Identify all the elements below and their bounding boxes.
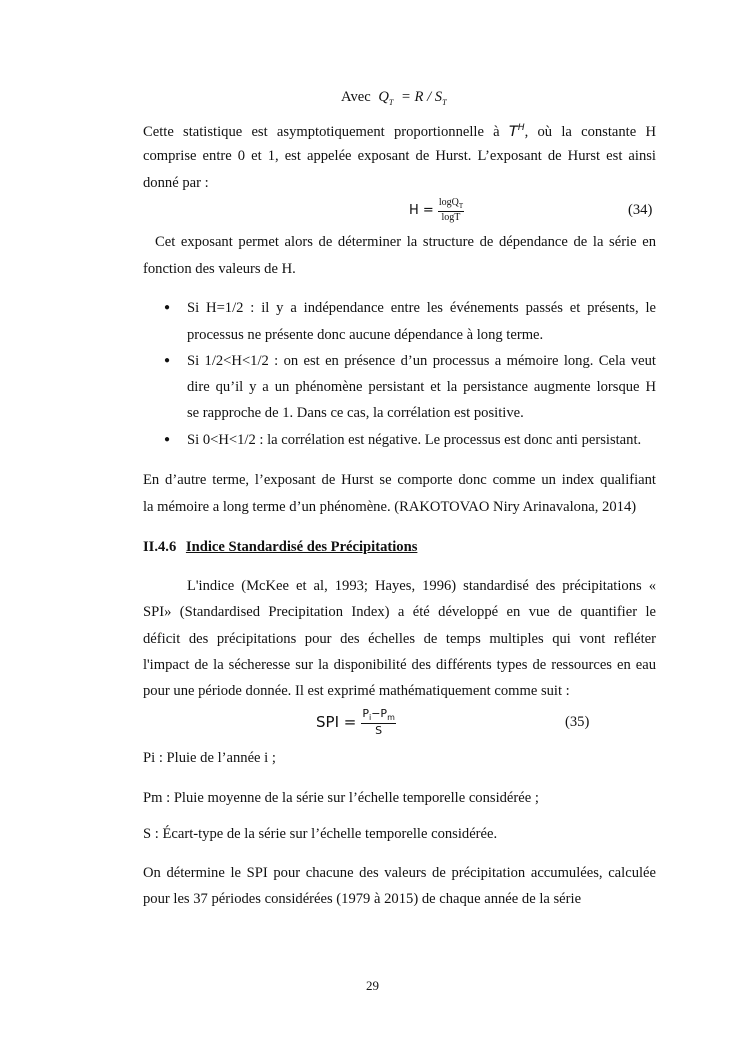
def-s: S : Écart-type de la série sur l’échelle temporelle considérée. <box>143 826 498 842</box>
eq35-num-mid: −P <box>371 706 388 720</box>
para1-line2: comprise entre 0 et 1, est appelée exposant de Hurst. L’exposant de Hurst est ainsi <box>143 148 656 164</box>
eq34-numerator-sub: T <box>458 201 464 210</box>
eq34-denominator: logT <box>441 211 461 223</box>
para1-line1-end: , où la constante H <box>524 123 656 140</box>
page-number: 29 <box>366 978 379 993</box>
para1-line1-text: Cette statistique est asymptotiquement proportionnelle à <box>143 123 500 140</box>
def-pm: Pm : Pluie moyenne de la série sur l’échelle temporelle considérée ; <box>143 790 539 806</box>
para3-line1: En d’autre terme, l’exposant de Hurst se comporte donc comme un index qualifiant <box>143 472 656 488</box>
para2-line1: Cet exposant permet alors de déterminer la structure de dépendance de la série en <box>155 234 656 250</box>
formula-qt-prefix: Avec <box>341 89 371 105</box>
para3-line2: la mémoire a long terme d’un phénomène. (RAKOTOVAO Niry Arinavalona, 2014) <box>143 499 637 515</box>
eq34-fraction <box>438 198 464 223</box>
para4-line2: SPI» (Standardised Precipitation Index) a été développé en vue de quantifier le <box>143 604 656 620</box>
para4-line4: l'impact de la sécheresse sur la disponibilité des différents types de ressources en eau <box>143 657 656 673</box>
para1-line1 <box>143 119 656 141</box>
section-title: Indice Standardisé des Précipitations <box>185 539 418 555</box>
bullet-3-line1: Si 0<H<1/2 : la corrélation est négative. Le processus est donc anti persistant. <box>187 432 642 448</box>
formula-qt-rhs-sub: T <box>442 97 447 107</box>
eq35-number: (35) <box>565 714 590 730</box>
bullet-marker-3: ● <box>164 434 171 445</box>
eq35-num-sub1: i <box>368 713 372 723</box>
section-heading <box>143 538 656 556</box>
eq35-fraction <box>361 708 396 736</box>
para1-math-t: T <box>508 122 518 140</box>
formula-qt <box>341 88 447 112</box>
formula-qt-lhs: Q <box>378 89 389 105</box>
para5-line2: pour les 37 périodes considérées (1979 à 2015) de chaque année de la série <box>143 891 582 907</box>
para2-line2: fonction des valeurs de H. <box>143 261 296 277</box>
bullet-2-line1: Si 1/2<H<1/2 : on est en présence d’un processus a mémoire long. Cela veut <box>187 353 656 369</box>
eq35-num-sub2: m <box>387 713 395 723</box>
formula-qt-rhs: = R / S <box>401 89 443 105</box>
para4-line5: pour une période donnée. Il est exprimé mathématiquement comme suit : <box>143 683 570 699</box>
para4-line3: déficit des précipitations pour des échelles de temps multiples qui vont refléter <box>143 631 656 647</box>
bullet-2-line2: dire qu’il y a un phénomène persistant et la persistance augmente lorsque H <box>187 379 656 395</box>
equation-34 <box>409 198 464 222</box>
eq35-num-p: P <box>362 706 369 720</box>
eq34-lhs: H = <box>409 202 434 218</box>
equation-35 <box>316 707 396 737</box>
def-pi: Pi : Pluie de l’année i ; <box>143 750 276 766</box>
bullet-1-line1: Si H=1/2 : il y a indépendance entre les événements passés et présents, le <box>187 300 656 316</box>
eq34-number: (34) <box>628 202 653 218</box>
para1-math-sup: H <box>517 123 525 133</box>
bullet-2-line3: se rapproche de 1. Dans ce cas, la corrélation est positive. <box>187 405 524 421</box>
section-number: II.4.6 <box>143 539 177 555</box>
para5-line1: On détermine le SPI pour chacune des valeurs de précipitation accumulées, calculée <box>143 865 656 881</box>
eq34-numerator: logQ <box>438 196 459 208</box>
eq35-lhs: SPI = <box>316 713 357 731</box>
bullet-marker-1: ● <box>164 302 171 313</box>
para1-line3: donné par : <box>143 175 209 191</box>
formula-qt-lhs-sub: T <box>388 97 394 107</box>
bullet-marker-2: ● <box>164 355 171 366</box>
para4-line1: L'indice (McKee et al, 1993; Hayes, 1996) standardisé des précipitations « <box>187 578 656 594</box>
eq35-denominator: S <box>375 724 383 738</box>
bullet-1-line2: processus ne présente donc aucune dépendance à long terme. <box>187 327 544 343</box>
